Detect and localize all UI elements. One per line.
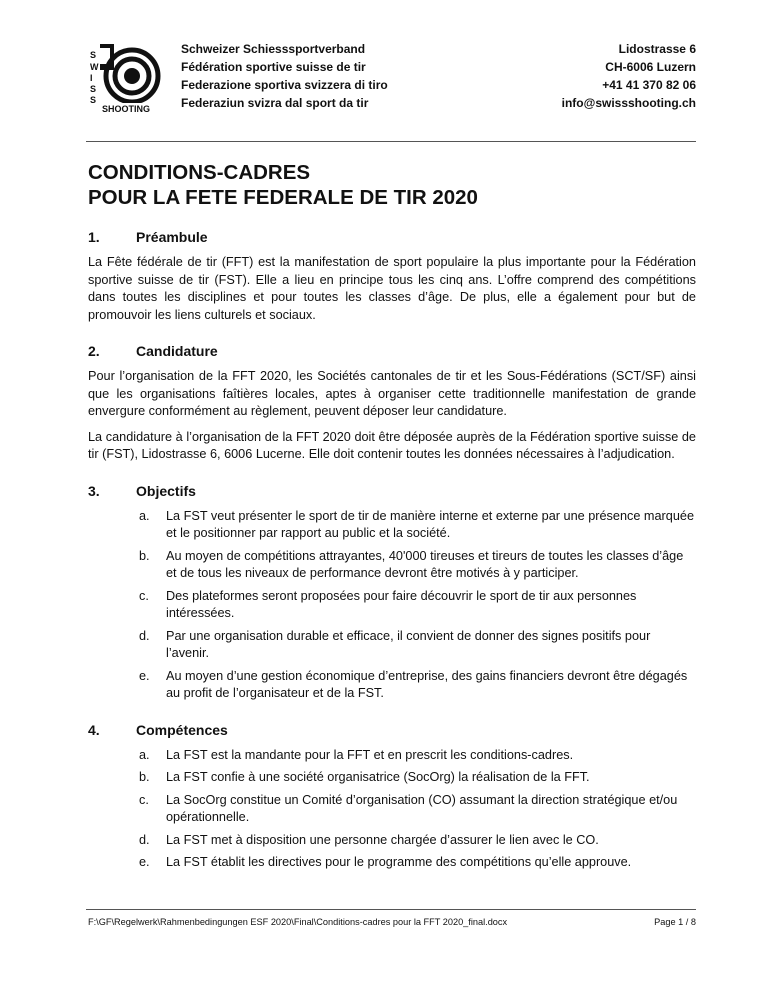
list-letter: e. (139, 855, 150, 869)
section-title: Compétences (136, 721, 228, 738)
section-heading (88, 721, 696, 739)
list-item (88, 588, 696, 623)
section-heading (88, 482, 696, 500)
list-text: Au moyen de compétitions attrayantes, 40'000 tireuses et tireurs de toutes les classes d’âge et de tous les niveaux de performance devront être motivés à y participer. (166, 548, 684, 580)
section-preamble (88, 228, 696, 324)
section-candidature (88, 342, 696, 464)
address-phone: +41 41 370 82 06 (602, 78, 696, 92)
list-text: La FST est la mandante pour la FFT et en prescrit les conditions-cadres. (166, 747, 574, 762)
section-number: 2. (88, 343, 100, 359)
paragraph: La Fête fédérale de tir (FFT) est la manifestation de sport populaire la plus importante pour la Fédération sportive suisse de tir (FST). Elle a lieu en principe tous les cinq ans. L’offre comprend des compétitions dans toutes les disciplines et pour toutes les classes d’âge. De plus, elle a également pour but de promouvoir les liens culturels et sociaux. (88, 255, 696, 322)
swiss-shooting-logo (86, 42, 166, 114)
section-objectifs (88, 482, 696, 703)
org-name-rm: Federaziun svizra dal sport da tir (181, 96, 369, 110)
list-item (88, 508, 696, 543)
list-item (88, 668, 696, 703)
svg-text:S: S (90, 95, 97, 105)
list-letter: e. (139, 668, 150, 683)
list-item (88, 832, 696, 850)
list-text: Au moyen d’une gestion économique d’entreprise, des gains financiers devront être dégagés au profit de l’organisateur et de la FST. (166, 668, 688, 700)
list-text: La SocOrg constitue un Comité d’organisation (CO) assumant la direction stratégique et/ou opérationnelle. (166, 792, 678, 824)
list-text: Des plateformes seront proposées pour faire découvrir le sport de tir aux personnes intéressées. (166, 588, 637, 620)
objectives-list (88, 508, 696, 703)
svg-text:S: S (90, 84, 97, 94)
list-letter: d. (139, 832, 150, 847)
paragraph: La candidature à l’organisation de la FFT 2020 doit être déposée auprès de la Fédération sportive suisse de tir (FST), Lidostrasse 6, 6006 Lucerne. Elle doit contenir toutes les données nécessaires à l’adjudication. (88, 429, 696, 461)
section-heading (88, 342, 696, 360)
list-text: La FST veut présenter le sport de tir de manière interne et externe par une présence marquée et le positionner par rapport au public et la société. (166, 508, 695, 540)
list-letter: b. (139, 770, 150, 784)
section-title: Objectifs (136, 482, 196, 499)
address-street: Lidostrasse 6 (618, 42, 696, 56)
section-number: 1. (88, 229, 100, 245)
address-email: info@swissshooting.ch (561, 96, 696, 110)
address-city: CH-6006 Luzern (605, 60, 696, 74)
list-text: La FST confie à une société organisatrice (SocOrg) la réalisation de la FFT. (166, 770, 590, 784)
list-item (88, 628, 696, 663)
section-number: 3. (88, 482, 100, 499)
svg-text:SHOOTING: SHOOTING (102, 104, 151, 114)
list-item (88, 792, 696, 827)
section-competences (88, 721, 696, 872)
svg-text:S: S (90, 50, 97, 60)
list-letter: a. (139, 508, 150, 523)
competences-list (88, 747, 696, 872)
list-text: Par une organisation durable et efficace, il convient de donner des signes positifs pour l’avenir. (166, 628, 651, 660)
list-letter: c. (139, 792, 149, 807)
letterhead (86, 38, 696, 118)
list-letter: b. (139, 548, 150, 563)
title-line-2: POUR LA FETE FEDERALE DE TIR 2020 (88, 186, 478, 209)
list-letter: a. (139, 747, 150, 762)
list-letter: c. (139, 588, 149, 603)
contact-address (562, 40, 696, 112)
file-path: F:\GF\Regelwerk\Rahmenbedingungen ESF 2020\Final\Conditions-cadres pour la FFT 2020_final.docx (88, 917, 508, 927)
document-title (88, 160, 478, 210)
list-item (88, 854, 696, 872)
section-heading (88, 228, 696, 246)
page-footer (86, 909, 696, 927)
page-number: Page 1 / 8 (654, 917, 696, 927)
org-name-de: Schweizer Schiesssportverband (181, 42, 366, 56)
section-title: Préambule (136, 229, 208, 245)
list-text: La FST met à disposition une personne chargée d’assurer le lien avec le CO. (166, 832, 599, 847)
list-text: La FST établit les directives pour le programme des compétitions qu’elle approuve. (166, 855, 632, 869)
document-body (88, 228, 696, 890)
list-item (88, 548, 696, 583)
org-name-it: Federazione sportiva svizzera di tiro (181, 78, 388, 92)
paragraph: Pour l’organisation de la FFT 2020, les Sociétés cantonales de tir et les Sous-Fédérations (SCT/SF) ainsi que les organisations faîtières locales, aptes à organiser cette traditionnelle manifestation de grande envergure conformément au règlement, peuvent déposer leur candidature. (88, 369, 696, 418)
list-item (88, 747, 696, 765)
section-title: Candidature (136, 343, 218, 359)
svg-text:W: W (90, 62, 99, 72)
title-line-1: CONDITIONS-CADRES (88, 161, 311, 184)
section-number: 4. (88, 721, 100, 738)
list-item (88, 769, 696, 787)
organisation-names (181, 40, 388, 112)
org-name-fr: Fédération sportive suisse de tir (181, 60, 366, 74)
svg-text:I: I (90, 73, 93, 83)
header-divider (86, 141, 696, 142)
list-letter: d. (139, 628, 150, 643)
